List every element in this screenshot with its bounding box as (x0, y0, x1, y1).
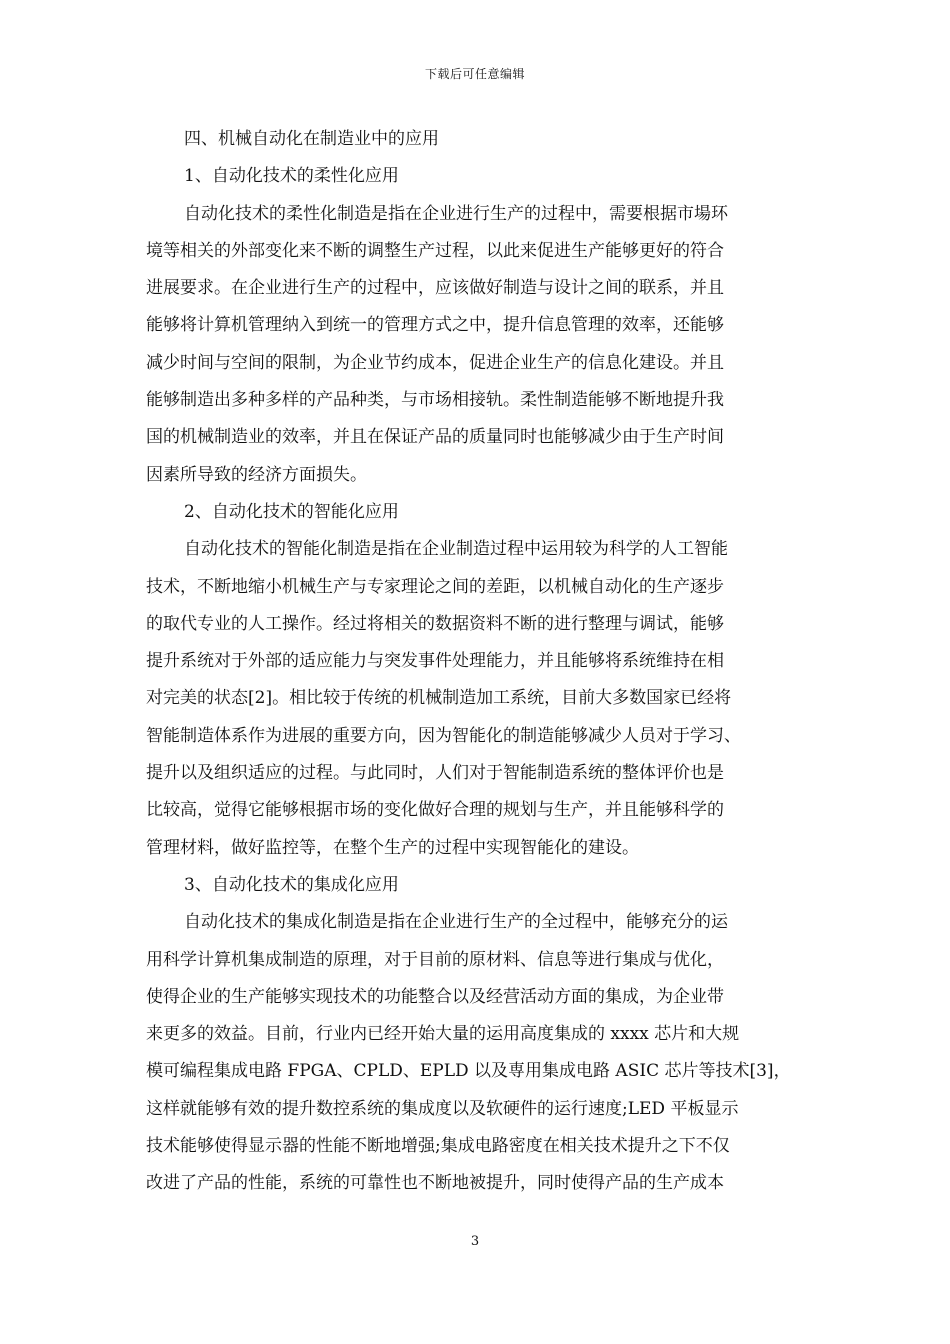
subsection-heading: 1、自动化技术的柔性化应用 (184, 166, 399, 187)
paragraph-line: 技术能够使得显示器的性能不断地增强;集成电路密度在相关技术提升之下不仅 (146, 1136, 730, 1157)
paragraph-line: 能够将计算机管理纳入到统一的管理方式之中，提升信息管理的效率，还能够 (146, 315, 724, 336)
page-number: 3 (470, 1234, 480, 1249)
paragraph-line: 的取代专业的人工操作。经过将相关的数据资料不断的进行整理与调试，能够 (146, 613, 724, 634)
paragraph-line: 比较高，觉得它能够根据市场的变化做好合理的规划与生产，并且能够科学的 (146, 800, 724, 821)
paragraph-line: 提升以及组织适应的过程。与此同时，人们对于智能制造系统的整体评价也是 (146, 763, 724, 784)
paragraph-line: 管理材料，做好监控等，在整个生产的过程中实现智能化的建设。 (146, 837, 639, 858)
paragraph-line: 用科学计算机集成制造的原理，对于目前的原材料、信息等进行集成与优化， (146, 949, 724, 970)
paragraph-line: 模可编程集成电路 FPGA、CPLD、EPLD 以及専用集成电路 ASIC 芯片等技术[3]， (146, 1061, 791, 1082)
paragraph-line: 智能制造体系作为进展的重要方向，因为智能化的制造能够减少人员对于学习、 (146, 725, 741, 746)
paragraph-line: 境等相关的外部变化来不断的调整生产过程，以此来促进生产能够更好的符合 (146, 240, 724, 261)
paragraph-line: 技术，不断地缩小机械生产与专家理论之间的差距，以机械自动化的生产逐步 (146, 576, 724, 597)
paragraph-line: 使得企业的生产能够实现技术的功能整合以及经营活动方面的集成，为企业带 (146, 986, 724, 1007)
paragraph-line: 减少时间与空间的限制，为企业节约成本，促进企业生产的信息化建设。并且 (146, 352, 724, 373)
paragraph-line: 能够制造出多种多样的产品种类，与市场相接轨。柔性制造能够不断地提升我 (146, 390, 724, 411)
paragraph-line: 改进了产品的性能，系统的可靠性也不断地被提升，同时使得产品的生产成本 (146, 1173, 724, 1194)
subsection-heading: 2、自动化技术的智能化应用 (184, 501, 399, 522)
page-header: 下载后可任意编辑 (424, 67, 525, 81)
paragraph-line: 来更多的效益。目前，行业内已经开始大量的运用高度集成的 xxxx 芯片和大规 (146, 1024, 740, 1045)
section-heading: 四、机械自动化在制造业中的应用 (184, 129, 439, 149)
paragraph-line: 进展要求。在企业进行生产的过程中，应该做好制造与设计之间的联系，并且 (146, 278, 724, 299)
paragraph-line: 国的机械制造业的效率，并且在保证产品的质量同时也能够减少由于生产时间 (146, 427, 724, 448)
paragraph-line: 对完美的状态[2]。相比较于传统的机械制造加工系统，目前大多数国家已经将 (146, 688, 732, 709)
paragraph-line: 因素所导致的经济方面损失。 (146, 464, 367, 485)
paragraph-line: 自动化技术的智能化制造是指在企业制造过程中运用较为科学的人工智能 (184, 539, 728, 560)
paragraph-line: 自动化技术的集成化制造是指在企业进行生产的全过程中，能够充分的运 (184, 912, 728, 933)
document-body (146, 121, 806, 1203)
subsection-heading: 3、自动化技术的集成化应用 (184, 874, 399, 895)
paragraph-line: 自动化技术的柔性化制造是指在企业进行生产的过程中，需要根据市場环 (184, 203, 728, 224)
paragraph-line: 提升系统对于外部的适应能力与突发事件处理能力，并且能够将系统维持在相 (146, 651, 724, 672)
paragraph-line: 这样就能够有效的提升数控系统的集成度以及软硬件的运行速度;LED 平板显示 (146, 1098, 739, 1119)
